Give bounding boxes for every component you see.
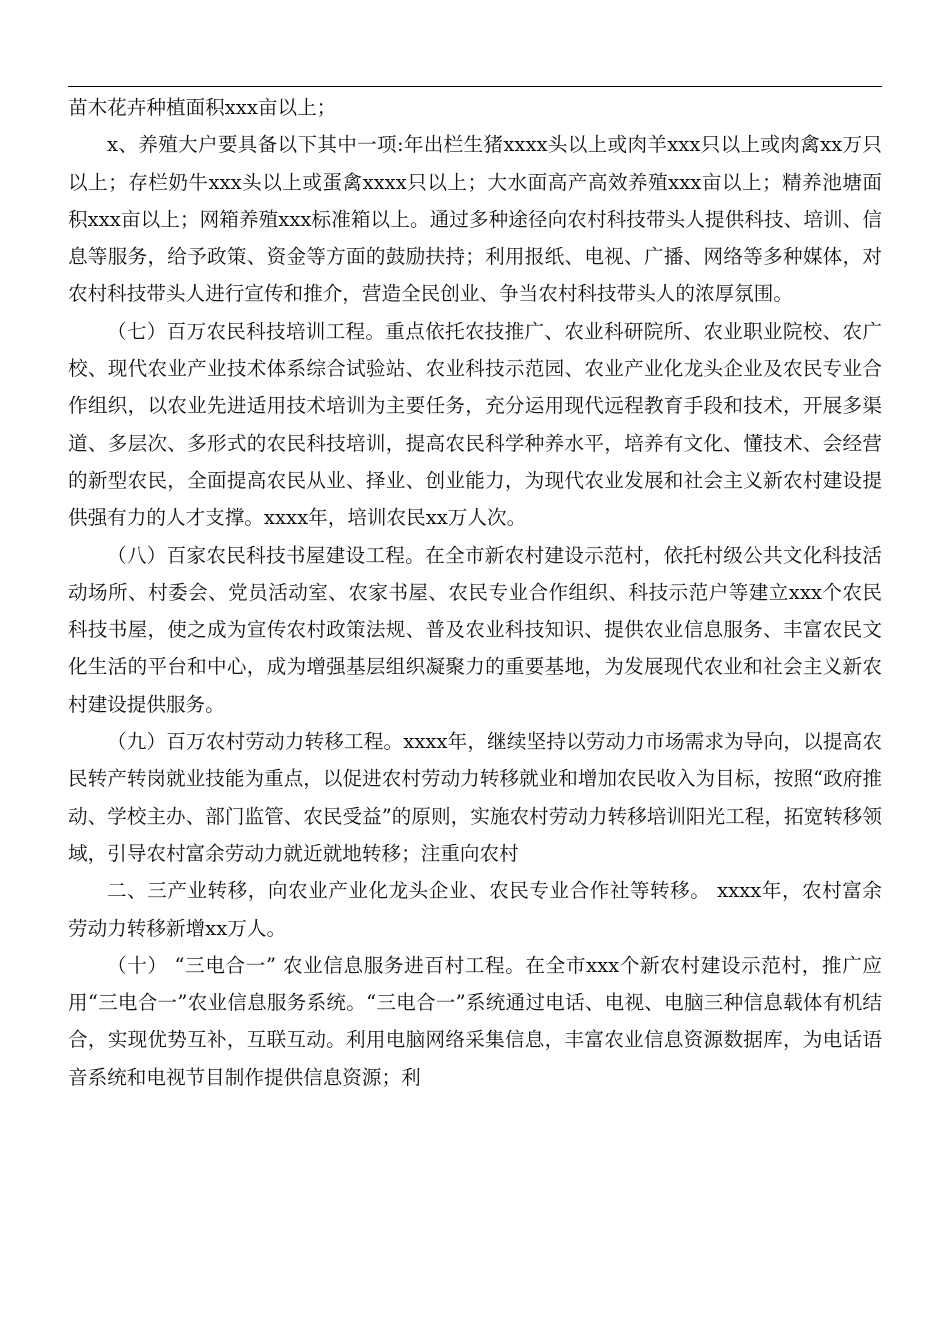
header-rule <box>68 86 882 87</box>
paragraph-breeding-households: x、养殖大户要具备以下其中一项:年出栏生猪xxxx头以上或肉羊xxx只以上或肉禽xx万只以上；存栏奶牛xxx头以上或蛋禽xxxx只以上；大水面高产高效养殖xxx亩以上；精养池塘面积xxx亩以上；网箱养殖xxx标准箱以上。通过多种途径向农村科技带头人提供科技、培训、信息等服务，给予政策、资金等方面的鼓励扶持；利用报纸、电视、广播、网络等多种媒体，对农村科技带头人进行宣传和推介，营造全民创业、争当农村科技带头人的浓厚氛围。 <box>68 133 882 306</box>
paragraph-section-7: （七）百万农民科技培训工程。重点依托农技推广、农业科研院所、农业职业院校、农广校、现代农业产业技术体系综合试验站、农业科技示范园、农业产业化龙头企业及农民专业合作组织，以农业先进适用技术培训为主要任务，充分运用现代远程教育手段和技术，开展多渠道、多层次、多形式的农民科技培训，提高农民科学种养水平，培养有文化、懂技术、会经营的新型农民，全面提高农民从业、择业、创业能力，为现代农业发展和社会主义新农村建设提供强有力的人才支撑。xxxx年，培训农民xx万人次。 <box>68 319 882 530</box>
paragraph-industry-transfer: 二、三产业转移，向农业产业化龙头企业、农民专业合作社等转移。 xxxx年，农村富余劳动力转移新增xx万人。 <box>68 879 882 940</box>
document-body <box>68 89 882 1096</box>
paragraph-section-8: （八）百家农民科技书屋建设工程。在全市新农村建设示范村，依托村级公共文化科技活动场所、村委会、党员活动室、农家书屋、农民专业合作组织、科技示范户等建立xxx个农民科技书屋，使之成为宣传农村政策法规、普及农业科技知识、提供农业信息服务、丰富农民文化生活的平台和中心，成为增强基层组织凝聚力的重要基地，为发展现代农业和社会主义新农村建设提供服务。 <box>68 543 882 716</box>
paragraph-continuation: 苗木花卉种植面积xxx亩以上； <box>68 96 337 119</box>
paragraph-section-9: （九）百万农村劳动力转移工程。xxxx年，继续坚持以劳动力市场需求为导向，以提高农民转产转岗就业技能为重点，以促进农村劳动力转移就业和增加农民收入为目标，按照“政府推动、学校主办、部门监管、农民受益”的原则，实施农村劳动力转移培训阳光工程，拓宽转移领域，引导农村富余劳动力就近就地转移；注重向农村 <box>68 730 882 865</box>
paragraph-section-10: （十） “三电合一” 农业信息服务进百村工程。在全市xxx个新农村建设示范村，推广应用“三电合一”农业信息服务系统。“三电合一”系统通过电话、电视、电脑三种信息载体有机结合，实现优势互补，互联互动。利用电脑网络采集信息，丰富农业信息资源数据库，为电话语音系统和电视节目制作提供信息资源；利 <box>68 953 882 1089</box>
